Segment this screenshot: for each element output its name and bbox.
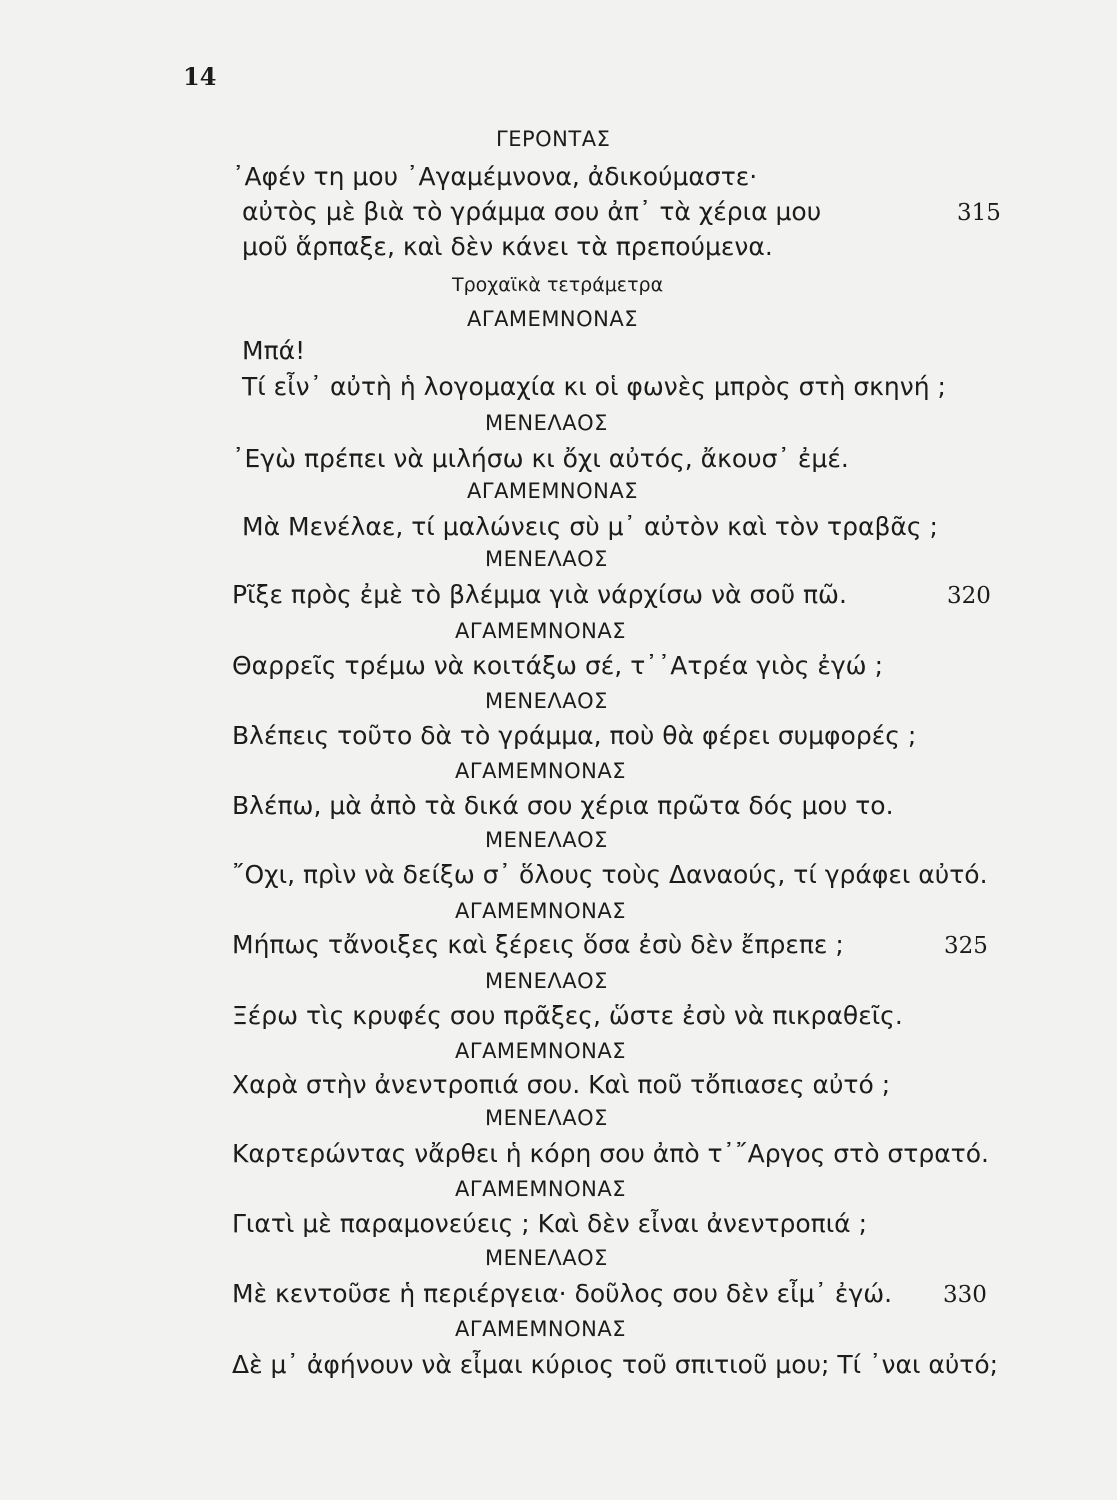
verse-line: Ρῖξε πρὸς ἐμὲ τὸ βλέμμα γιὰ νάρχίσω νὰ σοῦ πῶ.	[232, 580, 847, 609]
speaker-name: ΜΕΝΕΛΑΟΣ	[485, 689, 608, 713]
verse-line: Μήπως τἄνοιξες καὶ ξέρεις ὅσα ἐσὺ δὲν ἔπρεπε ;	[232, 930, 844, 959]
verse-line: αὐτὸς μὲ βιὰ τὸ γράμμα σου ἀπ᾿ τὰ χέρια μου	[242, 197, 822, 226]
verse-line: Βλέπεις τοῦτο δὰ τὸ γράμμα, ποὺ θὰ φέρει συμφορές ;	[232, 721, 917, 750]
speaker-name: ΑΓΑΜΕΜΝΟΝΑΣ	[467, 479, 639, 503]
speaker-name: ΜΕΝΕΛΑΟΣ	[485, 1246, 608, 1270]
verse-line: Βλέπω, μὰ ἀπὸ τὰ δικά σου χέρια πρῶτα δός μου το.	[232, 791, 894, 820]
verse-line: Ξέρω τὶς κρυφές σου πρᾶξες, ὥστε ἐσὺ νὰ πικραθεῖς.	[232, 1001, 903, 1030]
verse-line: ῎Οχι, πρὶν νὰ δείξω σ᾿ ὅλους τοὺς Δαναούς, τί γράφει αὐτό.	[232, 860, 988, 889]
line-number: 315	[957, 200, 1001, 226]
speaker-name: ΑΓΑΜΕΜΝΟΝΑΣ	[455, 899, 627, 923]
verse-line: Γιατὶ μὲ παραμονεύεις ; Καὶ δὲν εἶναι ἀνεντροπιά ;	[232, 1209, 867, 1238]
speaker-name: ΜΕΝΕΛΑΟΣ	[485, 969, 608, 993]
verse-line: Μπά!	[242, 336, 306, 365]
meter-heading: Τροχαϊκὰ τετράμετρα	[452, 274, 664, 296]
speaker-name: ΑΓΑΜΕΜΝΟΝΑΣ	[455, 1317, 627, 1341]
speaker-name: ΜΕΝΕΛΑΟΣ	[485, 411, 608, 435]
verse-line: Μὲ κεντοῦσε ἡ περιέργεια· δοῦλος σου δὲν εἶμ᾿ ἐγώ.	[232, 1279, 893, 1308]
line-number: 325	[944, 933, 988, 959]
speaker-name: ΑΓΑΜΕΜΝΟΝΑΣ	[455, 1039, 627, 1063]
verse-line: Καρτερώντας νἄρθει ἡ κόρη σου ἀπὸ τ᾿῎Αργος στὸ στρατό.	[232, 1139, 989, 1168]
speaker-name: ΜΕΝΕΛΑΟΣ	[485, 547, 608, 571]
line-number: 330	[943, 1282, 987, 1308]
speaker-name: ΑΓΑΜΕΜΝΟΝΑΣ	[455, 759, 627, 783]
speaker-name: ΑΓΑΜΕΜΝΟΝΑΣ	[455, 619, 627, 643]
verse-line: Τί εἶν᾿ αὐτὴ ἡ λογομαχία κι οἱ φωνὲς μπρὸς στὴ σκηνή ;	[242, 372, 946, 401]
line-number: 320	[947, 583, 991, 609]
verse-line: Μὰ Μενέλαε, τί μαλώνεις σὺ μ᾿ αὐτὸν καὶ τὸν τραβᾶς ;	[242, 512, 938, 541]
verse-line: ᾿Εγὼ πρέπει νὰ μιλήσω κι ὄχι αὐτός, ἄκουσ᾿ ἐμέ.	[232, 444, 849, 473]
speaker-name: ΑΓΑΜΕΜΝΟΝΑΣ	[467, 307, 639, 331]
verse-line: Δὲ μ᾿ ἀφήνουν νὰ εἶμαι κύριος τοῦ σπιτιοῦ μου; Τί ᾿ναι αὐτό;	[232, 1350, 999, 1379]
verse-line: Θαρρεῖς τρέμω νὰ κοιτάξω σέ, τ᾿᾿Ατρέα γιὸς ἐγώ ;	[232, 651, 883, 680]
verse-line: ᾿Αφέν τη μου ᾿Αγαμέμνονα, ἀδικούμαστε·	[232, 162, 758, 191]
speaker-name: ΑΓΑΜΕΜΝΟΝΑΣ	[455, 1177, 627, 1201]
verse-line: Χαρὰ στὴν ἀνεντροπιά σου. Καὶ ποῦ τὄπιασες αὐτό ;	[232, 1070, 891, 1099]
speaker-name: ΜΕΝΕΛΑΟΣ	[485, 828, 608, 852]
page-number: 14	[183, 62, 217, 91]
verse-line: μοῦ ἅρπαξε, καὶ δὲν κάνει τὰ πρεπούμενα.	[242, 232, 773, 261]
speaker-name: ΜΕΝΕΛΑΟΣ	[485, 1106, 608, 1130]
speaker-name: ΓΕΡΟΝΤΑΣ	[496, 127, 611, 151]
